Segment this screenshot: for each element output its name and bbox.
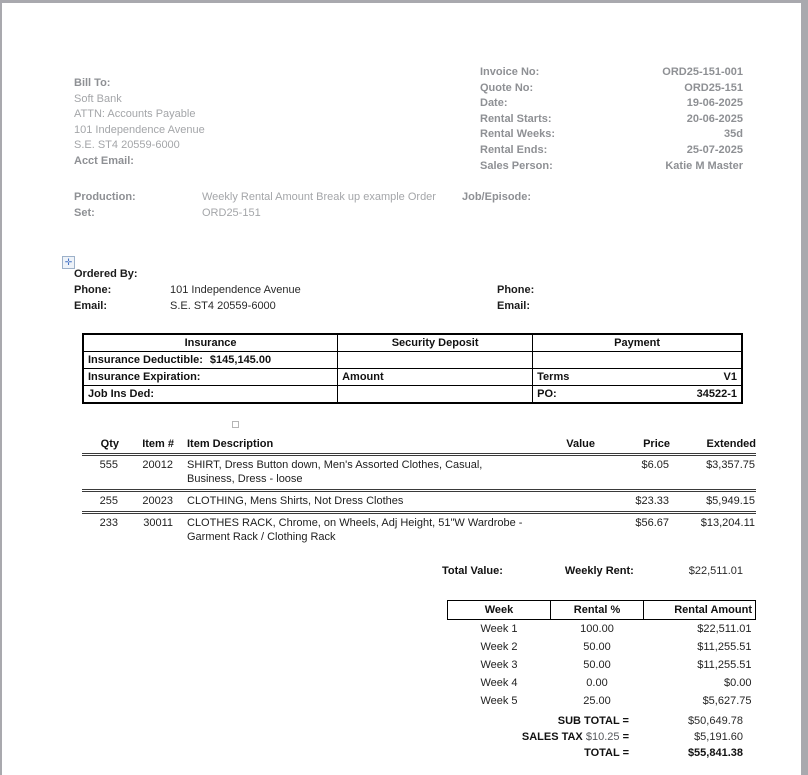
acct-email-label: Acct Email: [74, 154, 134, 167]
email-value: S.E. ST4 20559-6000 [170, 300, 276, 312]
week-row [448, 674, 756, 692]
rental-amount-cell: $0.00 [723, 677, 752, 689]
rental-pct-cell: 50.00 [583, 659, 611, 671]
sales-tax-equals: = [622, 731, 629, 743]
item-row [82, 513, 756, 548]
bill-to-section [74, 76, 314, 169]
week-header: Week [448, 601, 551, 620]
rental-weeks-label: Rental Weeks: [480, 128, 555, 141]
phone-row [74, 282, 754, 298]
invoice-no-label: Invoice No: [480, 66, 540, 78]
quote-no-value: ORD25-151 [684, 81, 743, 94]
item-description: CLOTHING, Mens Shirts, Not Dress Clothes [187, 495, 404, 507]
item-extended: $3,357.75 [706, 459, 755, 471]
sales-person-label: Sales Person: [480, 159, 553, 172]
rental-summary-line [442, 565, 743, 577]
rental-amount-cell: $22,511.01 [697, 623, 752, 635]
week-cell: Week 1 [480, 623, 518, 635]
rental-pct-cell: 0.00 [586, 677, 608, 689]
extended-header: Extended [706, 438, 756, 450]
total-row [422, 745, 743, 761]
rental-ends-row [480, 143, 743, 159]
item-number-header: Item # [142, 438, 174, 450]
grand-totals-section [422, 713, 743, 761]
item-number: 20012 [142, 459, 173, 471]
item-extended: $13,204.11 [700, 517, 755, 529]
week-cell: Week 5 [480, 695, 518, 707]
date-value: 19-06-2025 [686, 97, 743, 110]
deductible-label: Insurance Deductible: [88, 354, 203, 366]
sales-person-row [480, 159, 743, 175]
item-qty: 255 [99, 495, 118, 507]
quote-no-row [480, 81, 743, 97]
item-row [82, 491, 756, 513]
insurance-header: Insurance [83, 334, 338, 352]
price-header: Price [643, 438, 670, 450]
insurance-table [82, 333, 743, 404]
deductible-row [83, 352, 742, 369]
weekly-rent-label: Weekly Rent: [564, 565, 634, 577]
item-price: $56.67 [635, 517, 669, 529]
job-ins-label: Job Ins Ded: [83, 386, 338, 404]
job-episode-label: Job/Episode: [462, 191, 532, 203]
item-number: 20023 [142, 495, 173, 507]
item-price: $23.33 [635, 495, 669, 507]
set-value: ORD25-151 [202, 206, 261, 219]
bill-to-address1: 101 Independence Avenue [74, 123, 205, 136]
sales-tax-label [522, 729, 629, 745]
set-label: Set: [74, 206, 95, 219]
weekly-rent-value: $22,511.01 [688, 565, 743, 577]
production-section [74, 190, 754, 221]
value-header: Value [566, 438, 595, 450]
items-table [82, 436, 756, 547]
rental-pct-cell: 100.00 [580, 623, 614, 635]
email2-value [587, 298, 754, 314]
items-header-row [82, 436, 756, 455]
email-label: Email: [74, 300, 108, 312]
invoice-meta-section [480, 65, 743, 174]
security-deposit-header: Security Deposit [338, 334, 533, 352]
invoice-no-row [480, 65, 743, 81]
rental-weeks-row [480, 127, 743, 143]
email-row [74, 298, 754, 314]
terms-label: Terms [537, 371, 570, 383]
rental-amount-header: Rental Amount [644, 601, 756, 620]
week-header-row [448, 601, 756, 620]
sales-person-value: Katie M Master [665, 159, 743, 172]
sub-total-value: $50,649.78 [687, 715, 743, 727]
email2-label: Email: [497, 300, 531, 312]
week-row [448, 656, 756, 674]
rental-amount-cell: $5,627.75 [702, 695, 752, 707]
item-value [525, 513, 595, 548]
terms-value: V1 [723, 371, 737, 383]
terms-cell [533, 369, 742, 386]
item-description: SHIRT, Dress Button down, Men's Assorted Clothes, Casual, Business, Dress - loose [187, 459, 483, 485]
job-ins-row [83, 386, 742, 404]
quote-no-label: Quote No: [480, 81, 534, 94]
total-label: TOTAL = [584, 747, 629, 759]
amount-label: Amount [338, 369, 533, 386]
expiration-label: Insurance Expiration: [83, 369, 338, 386]
rental-pct-cell: 25.00 [583, 695, 611, 707]
rental-pct-cell: 50.00 [583, 641, 611, 653]
sub-total-label: SUB TOTAL = [557, 715, 629, 727]
date-row [480, 96, 743, 112]
rental-starts-row [480, 112, 743, 128]
production-row [74, 190, 754, 206]
invoice-no-value: ORD25-151-001 [662, 66, 743, 78]
item-description: CLOTHES RACK, Chrome, on Wheels, Adj Height, 51"W Wardrobe - Garment Rack / Clothing Rack [187, 517, 523, 543]
item-extended: $5,949.15 [706, 495, 755, 507]
week-breakdown-table [447, 600, 756, 710]
po-label: PO: [537, 388, 557, 400]
item-qty: 555 [99, 459, 118, 471]
total-value: $55,841.38 [687, 747, 743, 759]
week-cell: Week 2 [480, 641, 518, 653]
bill-to-attn: ATTN: Accounts Payable [74, 108, 196, 120]
rental-amount-cell: $11,255.51 [697, 641, 752, 653]
week-row [448, 638, 756, 656]
anchor-marker-icon [232, 421, 239, 428]
item-qty: 233 [99, 517, 118, 529]
po-cell [533, 386, 742, 404]
week-row [448, 692, 756, 710]
rental-starts-value: 20-06-2025 [686, 112, 743, 125]
item-value [525, 455, 595, 491]
expiration-row [83, 369, 742, 386]
ordered-by-section [74, 266, 754, 314]
week-cell: Week 3 [480, 659, 518, 671]
production-value: Weekly Rental Amount Break up example Order [202, 191, 436, 203]
item-number: 30011 [143, 517, 173, 529]
set-row [74, 206, 754, 222]
sales-tax-value: $5,191.60 [694, 731, 743, 743]
sales-tax-rate: $10.25 [585, 731, 620, 743]
payment-empty-cell [533, 352, 742, 369]
production-label: Production: [74, 191, 136, 203]
insurance-header-row [83, 334, 742, 352]
week-row [448, 620, 756, 639]
phone2-value [587, 282, 754, 298]
security-deposit-empty-cell [338, 352, 533, 369]
deductible-cell [83, 352, 338, 369]
rental-starts-label: Rental Starts: [480, 112, 552, 125]
phone2-label: Phone: [497, 284, 535, 296]
phone-value: 101 Independence Avenue [170, 284, 301, 296]
rental-ends-label: Rental Ends: [480, 143, 548, 156]
ordered-by-row [74, 266, 754, 282]
job-ins-empty-cell [338, 386, 533, 404]
ordered-by-label: Ordered By: [74, 268, 138, 280]
invoice-document-page [2, 3, 801, 775]
deductible-value: $145,145.00 [209, 354, 272, 366]
table-move-handle-icon[interactable]: ✛ [62, 256, 75, 269]
sub-total-row [422, 713, 743, 729]
bill-to-address2: S.E. ST4 20559-6000 [74, 139, 180, 151]
item-row [82, 455, 756, 491]
bill-to-company: Soft Bank [74, 92, 122, 105]
sales-tax-prefix: SALES TAX [521, 731, 583, 743]
qty-header: Qty [100, 438, 119, 450]
payment-header: Payment [533, 334, 742, 352]
date-label: Date: [480, 97, 508, 110]
bill-to-label: Bill To: [74, 77, 111, 89]
item-price: $6.05 [641, 459, 669, 471]
rental-pct-header: Rental % [551, 601, 644, 620]
phone-label: Phone: [74, 284, 112, 296]
po-value: 34522-1 [696, 388, 737, 400]
week-cell: Week 4 [480, 677, 518, 689]
item-value [525, 491, 595, 513]
total-value-label: Total Value: [442, 565, 503, 577]
sales-tax-row [422, 729, 743, 745]
item-description-header: Item Description [187, 438, 274, 450]
rental-weeks-value: 35d [724, 128, 743, 141]
rental-amount-cell: $11,255.51 [697, 659, 752, 671]
rental-ends-value: 25-07-2025 [686, 143, 743, 156]
